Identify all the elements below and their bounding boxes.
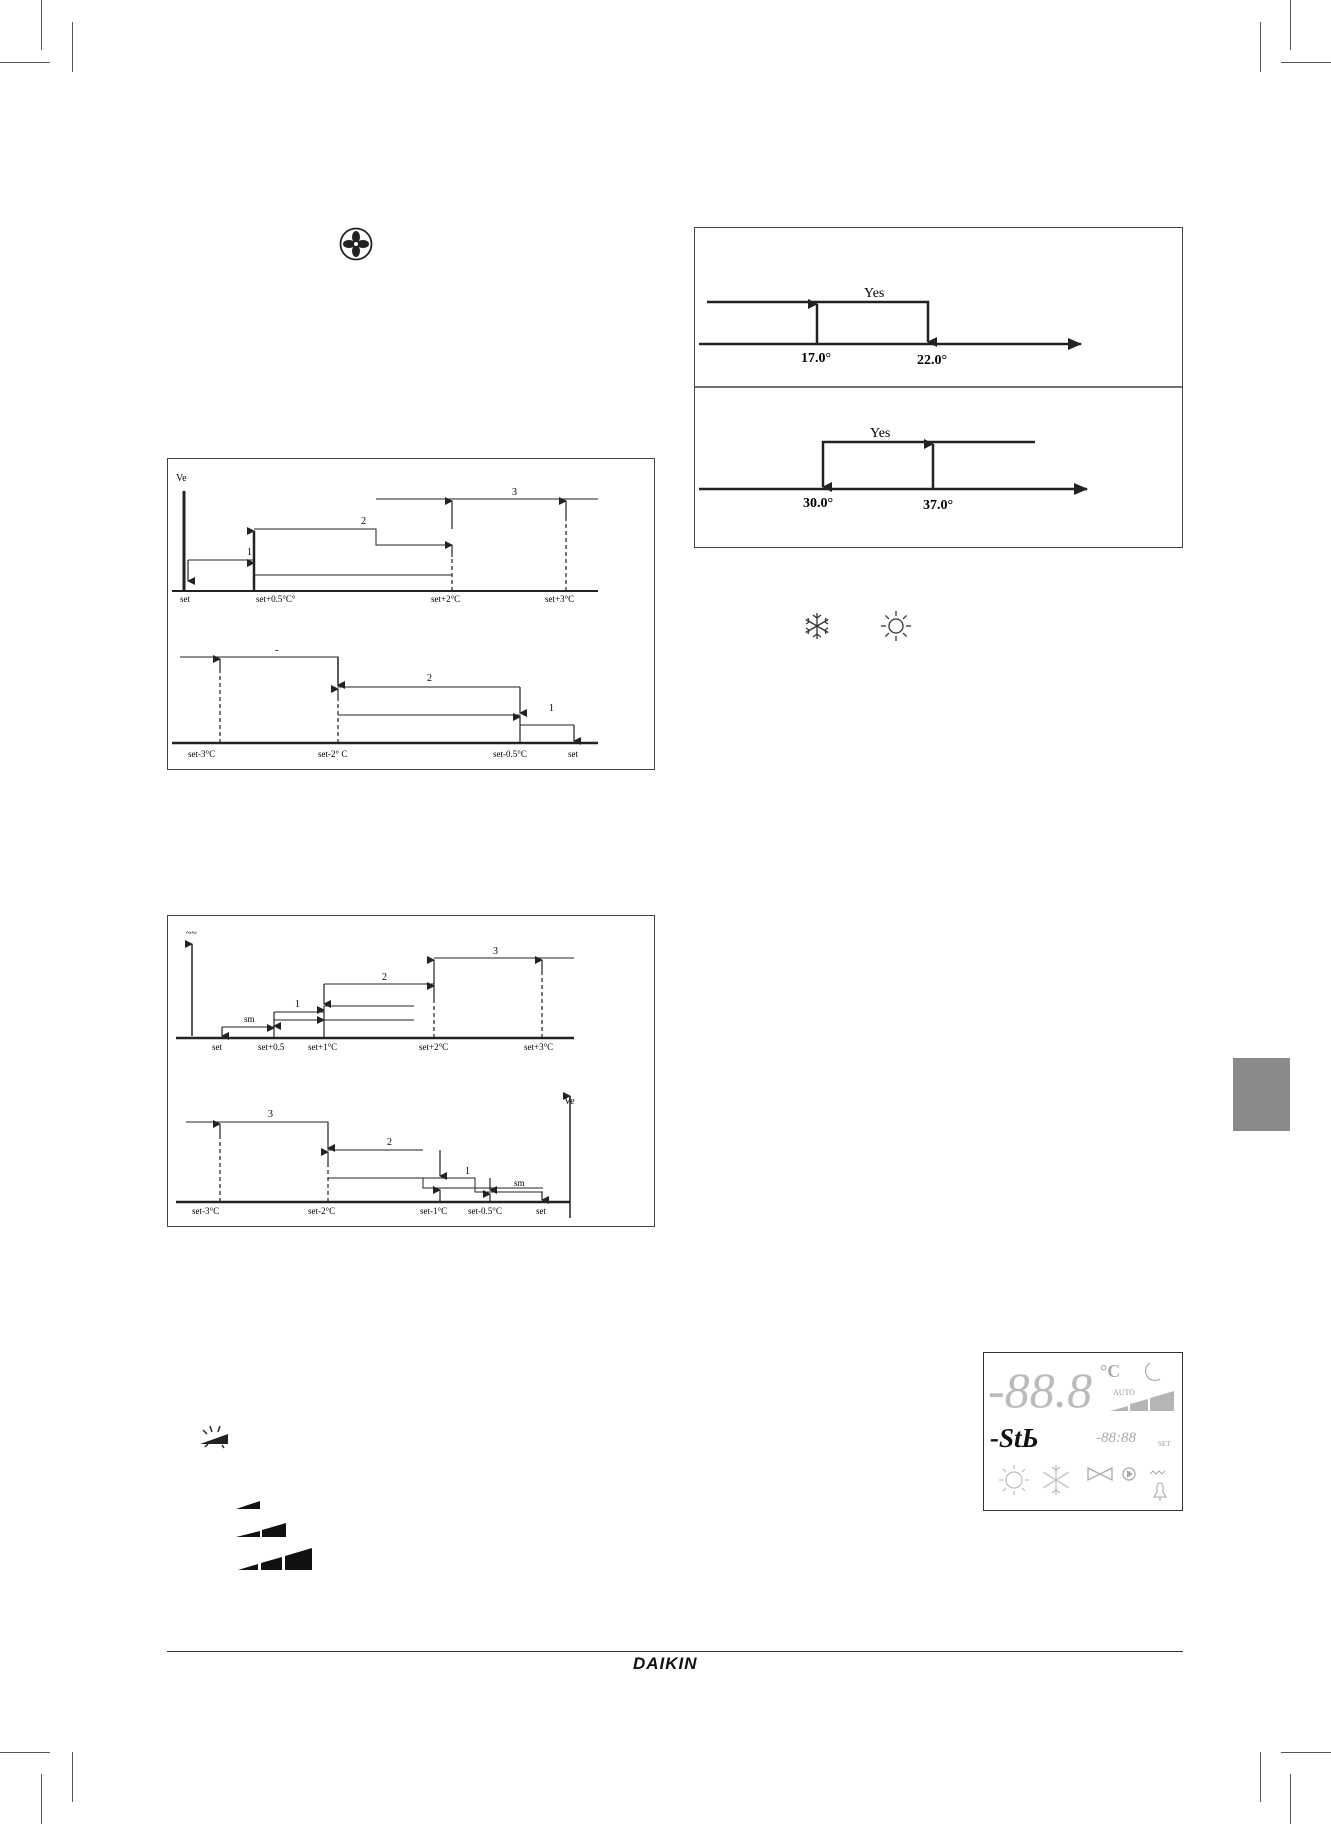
tick-label: set: [536, 1206, 546, 1216]
step-label: 2: [361, 516, 366, 527]
fan-icon: [339, 227, 373, 261]
tick-label: set-0.5°C: [493, 749, 527, 759]
tick-label: set+1°C: [308, 1042, 338, 1052]
brand-logo: DAIKIN: [633, 1654, 698, 1673]
tick-label: set: [568, 749, 578, 759]
hysteresis-label: Yes: [864, 286, 885, 301]
manual-speed-icon: [198, 1424, 232, 1450]
tick-label: 37.0°: [923, 498, 954, 513]
step-label: 3: [512, 487, 517, 498]
lcd-set: SET: [1158, 1440, 1171, 1448]
step-label: 1: [549, 703, 554, 714]
footer-rule: [167, 1651, 1183, 1652]
sun-icon: [879, 609, 913, 643]
tick-label: set+0.5: [258, 1042, 285, 1052]
lcd-time: -88:88: [1096, 1430, 1136, 1446]
tick-label: set+3°C: [545, 594, 575, 604]
tick-label: set: [212, 1042, 222, 1052]
y-axis-label: Ve: [176, 473, 187, 484]
tick-label: set-0.5°C: [468, 1206, 502, 1216]
fan-4-speed-diagram: [167, 915, 655, 1227]
crop-mark: [0, 62, 50, 63]
crop-mark: [1290, 0, 1291, 50]
lcd-main-digits: -88.8: [988, 1362, 1093, 1418]
speed-1-icon: [234, 1497, 264, 1511]
sun-icon: [999, 1465, 1029, 1495]
step-label: 2: [387, 1137, 392, 1148]
crop-mark: [1281, 62, 1331, 63]
crop-mark: [1281, 1752, 1331, 1753]
lcd-code: -StЬ: [990, 1423, 1039, 1453]
tick-label: set-3°C: [192, 1206, 220, 1216]
crop-mark: [72, 1752, 73, 1802]
step-label: 3: [268, 1109, 273, 1120]
tick-label: set+2°C: [419, 1042, 449, 1052]
step-label: 2: [427, 673, 432, 684]
crop-mark: [41, 1774, 42, 1824]
lcd-display: [983, 1352, 1183, 1511]
tick-label: set: [180, 594, 190, 604]
hysteresis-label: Yes: [870, 426, 891, 441]
speed-2-icon: [234, 1517, 288, 1539]
step-label: -: [275, 645, 279, 656]
step-label: sm: [514, 1178, 525, 1188]
moon-icon: [1146, 1363, 1160, 1380]
valve-icon: [1088, 1468, 1112, 1480]
tick-label: set+3°C: [524, 1042, 554, 1052]
crop-mark: [1260, 1752, 1261, 1802]
lcd-auto: AUTO: [1113, 1388, 1136, 1397]
tick-label: set+2°C: [431, 594, 461, 604]
crop-mark: [0, 1752, 50, 1753]
changeover-hysteresis-diagram: [694, 227, 1183, 548]
speed-3-icon: [234, 1544, 314, 1572]
tick-label: set-2° C: [318, 749, 348, 759]
tick-label: 22.0°: [917, 353, 948, 368]
fan-3-speed-diagram: [167, 458, 655, 770]
step-label: sm: [244, 1014, 255, 1024]
tick-label: set+0.5°C°: [256, 594, 296, 604]
crop-mark: [1290, 1774, 1291, 1824]
section-tab: [1233, 1058, 1290, 1131]
crop-mark: [1260, 22, 1261, 72]
y-axis-label: Ve: [564, 1096, 575, 1107]
y-axis-label: ~~: [186, 928, 197, 939]
heater-icon: [1150, 1471, 1165, 1474]
step-label: 2: [382, 972, 387, 983]
step-label: 3: [493, 946, 498, 957]
step-label: 1: [295, 999, 300, 1010]
tick-label: set-2°C: [308, 1206, 336, 1216]
step-label: 1: [465, 1166, 470, 1177]
snowflake-icon: [802, 611, 832, 641]
bell-icon: [1154, 1483, 1166, 1501]
tick-label: set-3°C: [188, 749, 216, 759]
lcd-unit: °C: [1100, 1361, 1121, 1381]
step-label: 1: [247, 547, 252, 558]
tick-label: 17.0°: [801, 351, 832, 366]
tick-label: set-1°C: [420, 1206, 448, 1216]
tick-label: 30.0°: [803, 496, 834, 511]
crop-mark: [41, 0, 42, 50]
snowflake-icon: [1043, 1465, 1069, 1495]
crop-mark: [72, 22, 73, 72]
pump-icon: [1123, 1468, 1135, 1480]
